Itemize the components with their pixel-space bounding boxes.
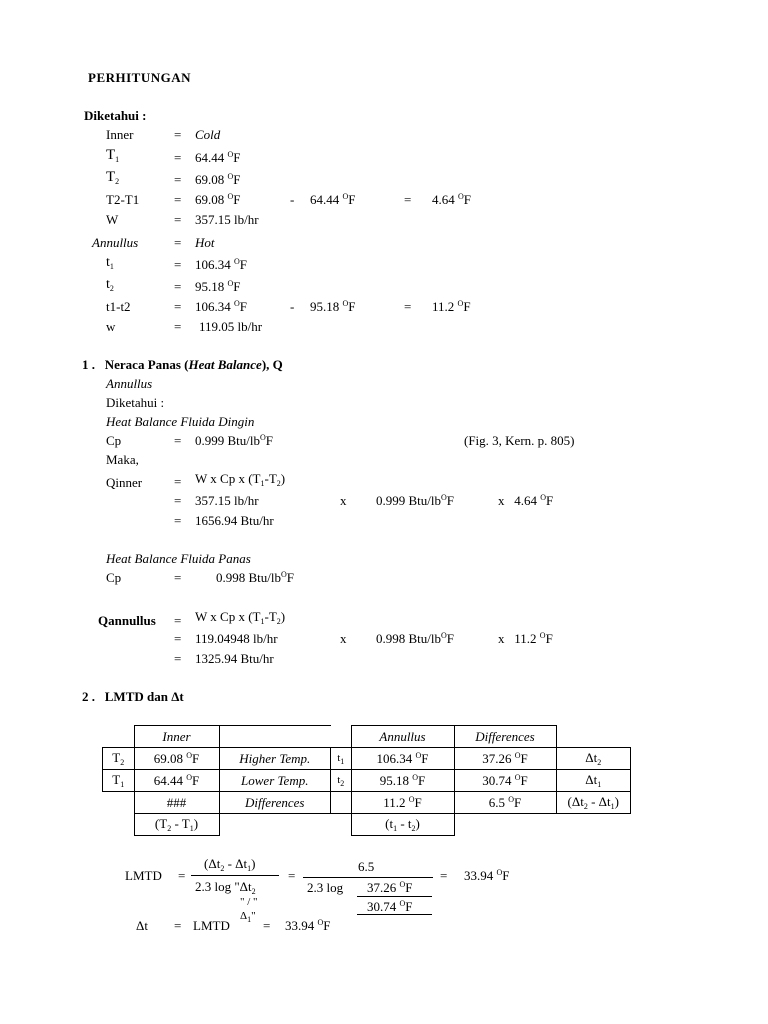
cold-heading: Heat Balance Fluida Dingin xyxy=(106,414,255,429)
table-row: $(T_2 - T_1)$ $(t_1 - t_2)$ xyxy=(103,814,631,836)
value-w: 119.05 lb/hr xyxy=(199,319,263,334)
section2-heading: 2 . LMTD dan Δt xyxy=(82,689,184,704)
label-T1: $T_1$ xyxy=(106,147,120,164)
diketahui-label: Diketahui : xyxy=(106,395,165,410)
qinner-result: 1656.94 Btu/hr xyxy=(195,513,274,528)
value-W: 357.15 lb/hr xyxy=(195,212,259,227)
dt-lmtd: LMTD xyxy=(193,918,230,933)
maka-label: Maka, xyxy=(106,452,139,467)
lmtd-frac-top: 37.26 $^O$F xyxy=(367,880,413,895)
lmtd-den-log: 2.3 log xyxy=(307,880,344,895)
value-t2: 95.18 $^O$F xyxy=(195,279,241,294)
hot-heading: Heat Balance Fluida Panas xyxy=(106,551,251,566)
value-T1: 64.44 $^O$F xyxy=(195,150,241,165)
formula-qannullus: W x Cp x $(T_1-T_2)$ xyxy=(195,609,286,626)
qann-cp: 0.998 Btu/$lb^OF$ xyxy=(376,631,455,646)
page-title: PERHITUNGAN xyxy=(88,70,192,85)
label-T2-T1: T2-T1 xyxy=(106,192,140,207)
table-row: Inner Annullus Differences xyxy=(103,726,631,748)
lmtd-numerator: $(\Delta t_2 - \Delta t_1)$ xyxy=(204,856,256,873)
reference: (Fig. 3, Kern. p. 805) xyxy=(464,433,575,448)
qinner-cp: 0.999 Btu/$lb^OF$ xyxy=(376,493,455,508)
diketahui-heading: Diketahui : xyxy=(84,108,147,123)
cp-hot-value: 0.998 Btu/$lb^OF$ xyxy=(216,570,295,585)
formula-qinner: W x Cp x $(T_1-T_2)$ xyxy=(195,471,286,488)
result-T2-T1: 4.64 $^O$F xyxy=(432,192,472,207)
label-t1-t2: t1-t2 xyxy=(106,299,131,314)
value-T2: 69.08 $^O$F xyxy=(195,172,241,187)
qann-result: 1325.94 Btu/hr xyxy=(195,651,274,666)
qinner-w: 357.15 lb/hr xyxy=(195,493,259,508)
label-t1: $t_1$ xyxy=(106,255,114,271)
label-inner: Inner xyxy=(106,127,134,142)
label-T2: $T_2$ xyxy=(106,169,120,186)
value-hot: Hot xyxy=(195,235,215,250)
table-row: $T_2$ 69.08 $^O$F Higher Temp. $t_1$ 106.34 $^O$F 37.26 $^O$F $\Delta t_2$ xyxy=(103,748,631,770)
dt-label: Δt xyxy=(136,918,148,933)
table-row: $T_1$ 64.44 $^O$F Lower Temp. $t_2$ 95.18 $^O$F 30.74 $^O$F $\Delta t_1$ xyxy=(103,770,631,792)
lmtd-label: LMTD xyxy=(125,868,162,883)
label-t2: $t_2$ xyxy=(106,277,114,293)
annullus-label: Annullus xyxy=(106,376,153,391)
lmtd-table xyxy=(102,725,631,836)
label-w: w xyxy=(106,319,116,334)
lmtd-result: 33.94 $^O$F xyxy=(464,868,510,883)
lmtd-num-value: 6.5 xyxy=(358,859,375,874)
qann-w: 119.04948 lb/hr xyxy=(195,631,278,646)
value-cold: Cold xyxy=(195,127,221,142)
table-row: ### Differences 11.2 $^O$F 6.5 $^O$F $(\Delta t_2 - \Delta t_1)$ xyxy=(103,792,631,814)
cp-label: Cp xyxy=(106,433,122,448)
lmtd-frac-bot: 30.74 $^O$F xyxy=(367,899,413,914)
dt-result: 33.94 $^O$F xyxy=(285,918,331,933)
qinner-label: Qinner xyxy=(106,475,143,490)
value-t1: 106.34 $^O$F xyxy=(195,257,248,272)
cp-cold-value: 0.999 Btu/$lb^OF$ xyxy=(195,433,274,448)
section1-heading: 1 . Neraca Panas (Heat Balance), Q xyxy=(82,357,283,372)
lmtd-denominator: 2.3 $\log "\Delta t_2$ xyxy=(195,879,256,896)
label-annullus: Annullus xyxy=(92,235,139,250)
label-W: W xyxy=(106,212,119,227)
qannullus-label: Qannullus xyxy=(98,613,156,628)
result-t1-t2: 11.2 $^O$F xyxy=(432,299,471,314)
